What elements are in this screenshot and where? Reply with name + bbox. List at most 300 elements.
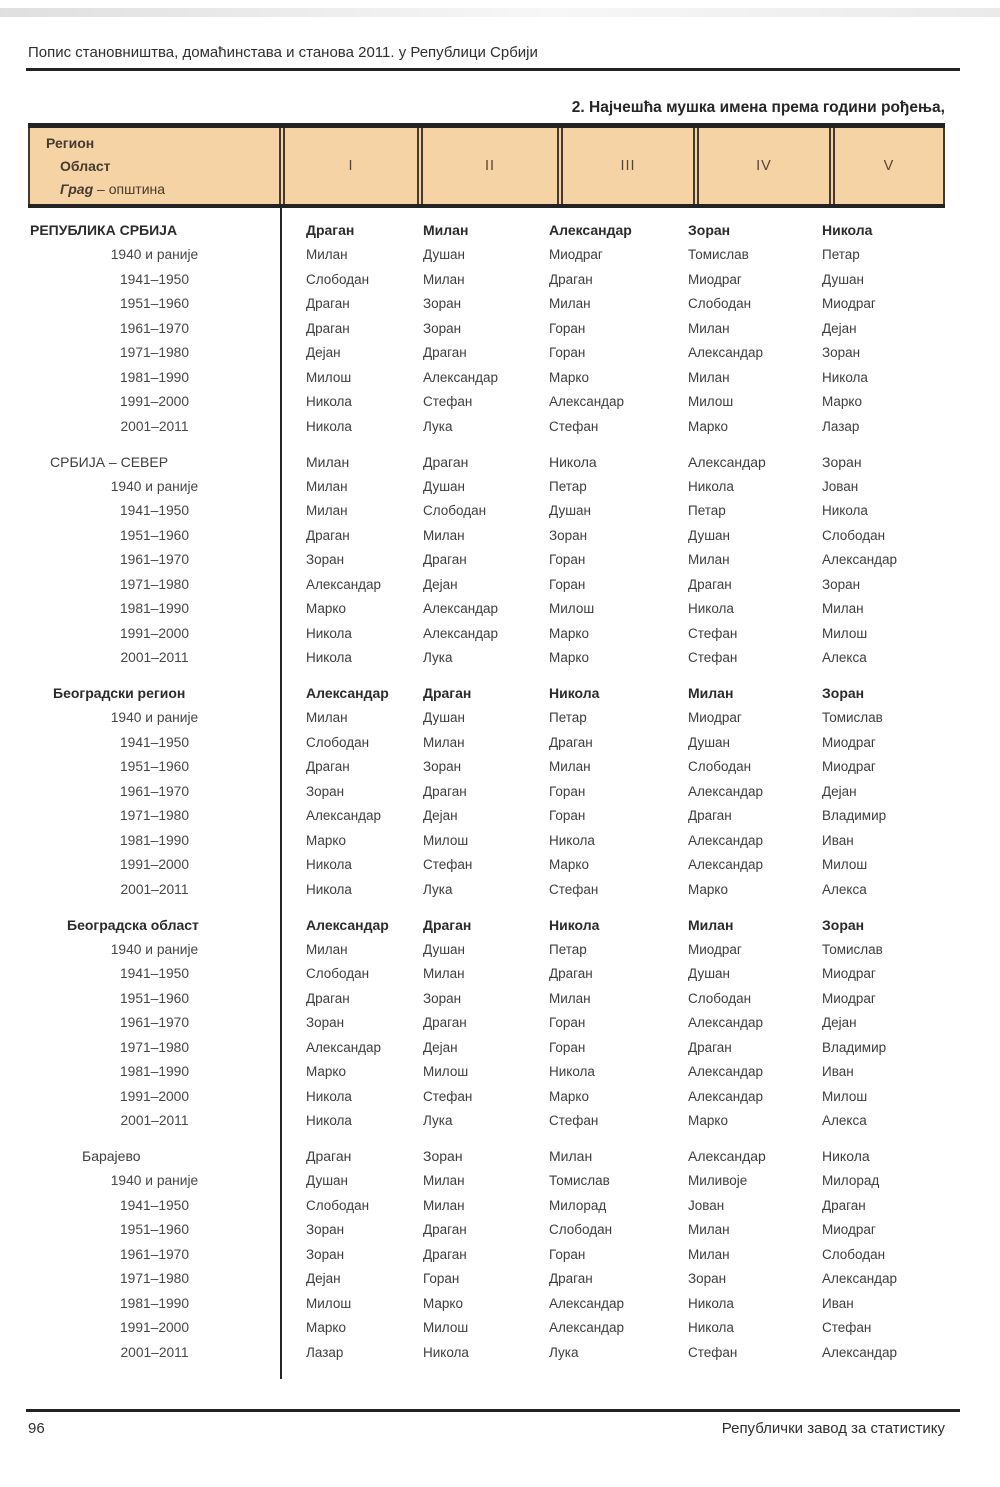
table-row [28, 937, 945, 962]
table-row [28, 523, 945, 548]
year-range-label: 1991–2000 [119, 857, 190, 873]
year-range-label: 1971–1980 [119, 576, 190, 592]
value-cell: Милан [306, 710, 348, 726]
value-cell: Томислав [688, 247, 749, 263]
value-cell: Милан [688, 1222, 730, 1238]
value-cell: Миливоје [688, 1173, 748, 1189]
header-rule [26, 68, 960, 71]
value-cell: Александар [688, 832, 764, 848]
value-cell: Марко [423, 1295, 463, 1311]
value-cell: Милан [423, 1173, 465, 1189]
scan-artifact [0, 8, 1000, 17]
value-cell: Владимир [822, 1039, 887, 1055]
value-cell: Стефан [822, 1320, 872, 1336]
value-cell: Зоран [822, 576, 861, 592]
value-cell: Милан [423, 734, 465, 750]
value-cell: Милош [423, 1320, 469, 1336]
value-cell: Драган [423, 552, 467, 568]
value-cell: Никола [306, 418, 352, 434]
year-range-label: 1981–1990 [119, 1064, 190, 1080]
value-cell: Душан [688, 966, 730, 982]
grad-opstina-label [30, 178, 279, 201]
value-cell: Никола [306, 394, 352, 410]
table-row [28, 1316, 945, 1341]
value-cell: Александар [549, 394, 625, 410]
value-cell: Душан [423, 710, 465, 726]
table-row [28, 1193, 945, 1218]
value-cell: Стефан [688, 1344, 738, 1360]
value-cell: Зоран [688, 222, 731, 239]
opstina-label: – општина [97, 181, 166, 197]
value-cell: Душан [549, 503, 591, 519]
value-cell: Александар [822, 1344, 898, 1360]
value-cell: Александар [423, 601, 499, 617]
value-cell: Милан [688, 320, 730, 336]
value-cell: Томислав [822, 710, 883, 726]
value-cell: Дејан [423, 808, 458, 824]
table-row [28, 548, 945, 573]
value-cell: Никола [306, 857, 352, 873]
table-row [28, 828, 945, 853]
value-cell: Александар [822, 552, 898, 568]
table-section [28, 218, 945, 439]
value-cell: Душан [423, 247, 465, 263]
value-cell: Никола [822, 222, 873, 239]
value-cell: Дејан [423, 576, 458, 592]
table-row [28, 1340, 945, 1365]
value-cell: Драган [549, 1271, 593, 1287]
section-name: Београдски регион [53, 685, 186, 702]
value-cell: Драган [688, 576, 732, 592]
value-cell: Драган [306, 296, 350, 312]
section-name: Барајево [82, 1148, 141, 1165]
table-row [28, 1169, 945, 1194]
year-range-label: 1981–1990 [119, 369, 190, 385]
value-cell: Милорад [549, 1197, 607, 1213]
table-row [28, 1109, 945, 1134]
year-range-label: 1991–2000 [119, 1088, 190, 1104]
value-cell: Миодраг [822, 966, 876, 982]
year-range-label: 1961–1970 [119, 552, 190, 568]
value-cell: Александар [688, 1064, 764, 1080]
value-cell: Слободан [306, 1197, 370, 1213]
value-cell: Слободан [306, 966, 370, 982]
value-cell: Милан [306, 247, 348, 263]
table-row [28, 1011, 945, 1036]
value-cell: Драган [549, 966, 593, 982]
column-header-iv: IV [697, 128, 831, 204]
year-range-label: 2001–2011 [120, 650, 189, 666]
value-cell: Александар [549, 222, 632, 239]
value-cell: Никола [688, 1320, 734, 1336]
table-section [28, 450, 945, 671]
value-cell: Слободан [688, 296, 752, 312]
year-range-label: 1940 и раније [110, 710, 199, 726]
page-footer [28, 1420, 945, 1437]
value-cell: Милан [423, 1197, 465, 1213]
value-cell: Никола [549, 1064, 595, 1080]
table-row [28, 243, 945, 268]
value-cell: Милош [423, 1064, 469, 1080]
column-header-iii: III [561, 128, 695, 204]
value-cell: Миодраг [822, 734, 876, 750]
section-header-row [28, 681, 945, 706]
value-cell: Милан [549, 296, 591, 312]
table-row [28, 1267, 945, 1292]
value-cell: Никола [688, 1295, 734, 1311]
value-cell: Драган [306, 320, 350, 336]
value-cell: Драган [549, 734, 593, 750]
publisher-name: Републички завод за статистику [721, 1420, 945, 1437]
table-row [28, 365, 945, 390]
table-row [28, 804, 945, 829]
value-cell: Миодраг [688, 271, 742, 287]
year-range-label: 1951–1960 [119, 296, 190, 312]
value-cell: Зоран [306, 1015, 345, 1031]
value-cell: Александар [688, 1088, 764, 1104]
value-cell: Милош [549, 601, 595, 617]
table-row [28, 292, 945, 317]
value-cell: Зоран [423, 1148, 463, 1165]
table-row [28, 1218, 945, 1243]
year-range-label: 1941–1950 [119, 503, 190, 519]
year-range-label: 1940 и раније [110, 478, 199, 494]
value-cell: Александар [688, 783, 764, 799]
value-cell: Петар [549, 710, 587, 726]
table-section [28, 681, 945, 902]
table-header-row [28, 123, 945, 208]
value-cell: Миодраг [822, 759, 876, 775]
table-row [28, 499, 945, 524]
region-label: Регион [46, 135, 95, 151]
table-row [28, 1084, 945, 1109]
value-cell: Милан [822, 601, 864, 617]
grad-label: Град [60, 181, 94, 197]
value-cell: Миодраг [688, 941, 742, 957]
value-cell: Горан [549, 576, 586, 592]
document-header-title: Попис становништва, домаћинстава и станова 2011. у Републици Србији [28, 44, 538, 61]
table-row [28, 1035, 945, 1060]
value-cell: Стефан [688, 625, 738, 641]
table-row [28, 1291, 945, 1316]
value-cell: Миодраг [822, 296, 876, 312]
table-row [28, 986, 945, 1011]
year-range-label: 1951–1960 [119, 1222, 190, 1238]
year-range-label: 1991–2000 [119, 394, 190, 410]
value-cell: Душан [688, 527, 730, 543]
value-cell: Стефан [688, 650, 738, 666]
year-range-label: 1991–2000 [119, 625, 190, 641]
value-cell: Марко [688, 881, 728, 897]
table-section [28, 1144, 945, 1365]
value-cell: Дејан [306, 345, 341, 361]
value-cell: Милош [423, 832, 469, 848]
value-cell: Милош [822, 1088, 868, 1104]
value-cell: Никола [306, 650, 352, 666]
value-cell: Милан [423, 222, 469, 239]
table-row [28, 755, 945, 780]
value-cell: Горан [549, 320, 586, 336]
year-range-label: 1940 и раније [110, 1173, 199, 1189]
value-cell: Никола [549, 685, 600, 702]
value-cell: Драган [423, 1246, 467, 1262]
value-cell: Слободан [423, 503, 487, 519]
table-row [28, 779, 945, 804]
value-cell: Зоран [423, 759, 462, 775]
value-cell: Милош [822, 625, 868, 641]
year-range-label: 1961–1970 [119, 1246, 190, 1262]
column-header-ii: II [421, 128, 559, 204]
value-cell: Зоран [822, 685, 865, 702]
value-cell: Драган [423, 1015, 467, 1031]
section-header-row [28, 218, 945, 243]
value-cell: Никола [688, 601, 734, 617]
value-cell: Горан [549, 345, 586, 361]
value-cell: Милан [423, 271, 465, 287]
value-cell: Лука [549, 1344, 579, 1360]
value-cell: Томислав [822, 941, 883, 957]
value-cell: Зоран [688, 1271, 727, 1287]
value-cell: Зоран [306, 1222, 345, 1238]
value-cell: Милош [306, 369, 352, 385]
value-cell: Душан [423, 941, 465, 957]
year-range-label: 1971–1980 [119, 345, 190, 361]
column-header-v: V [833, 128, 945, 204]
section-header-row [28, 450, 945, 475]
value-cell: Милан [688, 916, 734, 933]
value-cell: Драган [688, 1039, 732, 1055]
value-cell: Никола [306, 1088, 352, 1104]
value-cell: Милан [688, 685, 734, 702]
year-range-label: 1971–1980 [119, 1039, 190, 1055]
value-cell: Милан [688, 369, 730, 385]
value-cell: Зоран [822, 453, 862, 470]
value-cell: Милан [688, 1246, 730, 1262]
value-cell: Јован [822, 478, 859, 494]
value-cell: Милан [306, 478, 348, 494]
oblast-label: Област [60, 158, 111, 174]
value-cell: Миодраг [822, 1222, 876, 1238]
value-cell: Петар [822, 247, 860, 263]
year-range-label: 1941–1950 [119, 1197, 190, 1213]
region-header-cell [28, 128, 281, 204]
section-name: РЕПУБЛИКА СРБИЈА [30, 222, 178, 239]
value-cell: Марко [549, 650, 589, 666]
value-cell: Слободан [822, 527, 886, 543]
year-range-label: 1981–1990 [119, 601, 190, 617]
year-range-label: 1941–1950 [119, 271, 190, 287]
year-range-label: 1941–1950 [119, 966, 190, 982]
value-cell: Дејан [822, 783, 857, 799]
value-cell: Горан [423, 1271, 460, 1287]
value-cell: Милан [423, 966, 465, 982]
value-cell: Никола [306, 1113, 352, 1129]
value-cell: Марко [688, 1113, 728, 1129]
value-cell: Дејан [822, 320, 857, 336]
year-range-label: 1940 и раније [110, 247, 199, 263]
column-header-i: I [283, 128, 419, 204]
value-cell: Слободан [688, 990, 752, 1006]
table-row [28, 316, 945, 341]
value-cell: Марко [306, 1064, 346, 1080]
section-name: Београдска област [67, 916, 199, 933]
value-cell: Драган [423, 685, 472, 702]
value-cell: Зоран [423, 320, 462, 336]
value-cell: Драган [822, 1197, 866, 1213]
footer-rule [26, 1409, 960, 1412]
value-cell: Никола [822, 503, 868, 519]
value-cell: Миодраг [688, 710, 742, 726]
value-cell: Александар [549, 1295, 625, 1311]
year-range-label: 1981–1990 [119, 1295, 190, 1311]
value-cell: Дејан [423, 1039, 458, 1055]
value-cell: Миодраг [549, 247, 603, 263]
value-cell: Петар [688, 503, 726, 519]
table-body [28, 208, 945, 1379]
value-cell: Лука [423, 418, 453, 434]
value-cell: Марко [306, 832, 346, 848]
table-row [28, 1060, 945, 1085]
value-cell: Милош [306, 1295, 352, 1311]
value-cell: Слободан [306, 271, 370, 287]
value-cell: Никола [822, 1148, 870, 1165]
value-cell: Драган [306, 990, 350, 1006]
value-cell: Слободан [306, 734, 370, 750]
value-cell: Никола [688, 478, 734, 494]
value-cell: Стефан [549, 1113, 599, 1129]
value-cell: Милан [306, 503, 348, 519]
value-cell: Марко [549, 625, 589, 641]
value-cell: Стефан [549, 418, 599, 434]
value-cell: Зоран [423, 296, 462, 312]
value-cell: Драган [423, 783, 467, 799]
section-header-row [28, 913, 945, 938]
value-cell: Зоран [822, 345, 861, 361]
value-cell: Милорад [822, 1173, 880, 1189]
value-cell: Милан [549, 1148, 593, 1165]
year-range-label: 1961–1970 [119, 1015, 190, 1031]
value-cell: Слободан [688, 759, 752, 775]
value-cell: Драган [306, 1148, 352, 1165]
value-cell: Александар [688, 453, 766, 470]
value-cell: Марко [306, 601, 346, 617]
value-cell: Зоран [306, 783, 345, 799]
value-cell: Стефан [423, 857, 473, 873]
census-table [28, 123, 945, 1379]
value-cell: Зоран [549, 527, 588, 543]
value-cell: Драган [549, 271, 593, 287]
value-cell: Милан [688, 552, 730, 568]
value-cell: Иван [822, 832, 854, 848]
year-range-label: 1991–2000 [119, 1320, 190, 1336]
value-cell: Стефан [549, 881, 599, 897]
year-range-label: 1951–1960 [119, 990, 190, 1006]
value-cell: Горан [549, 783, 586, 799]
value-cell: Драган [423, 453, 469, 470]
value-cell: Горан [549, 808, 586, 824]
value-cell: Лазар [822, 418, 860, 434]
section-header-row [28, 1144, 945, 1169]
value-cell: Алекса [822, 650, 867, 666]
value-cell: Зоран [423, 990, 462, 1006]
value-cell: Иван [822, 1064, 854, 1080]
value-cell: Милош [688, 394, 734, 410]
year-range-label: 2001–2011 [120, 881, 189, 897]
value-cell: Марко [822, 394, 862, 410]
value-cell: Марко [549, 857, 589, 873]
value-cell: Драган [423, 345, 467, 361]
year-range-label: 1940 и раније [110, 941, 199, 957]
year-range-label: 2001–2011 [120, 1344, 189, 1360]
value-cell: Миодраг [822, 990, 876, 1006]
table-title: 2. Најчешћа мушка имена према години рођења, [571, 99, 945, 116]
value-cell: Дејан [306, 1271, 341, 1287]
value-cell: Лазар [306, 1344, 344, 1360]
value-cell: Александар [306, 685, 389, 702]
value-cell: Слободан [549, 1222, 613, 1238]
table-row [28, 877, 945, 902]
value-cell: Горан [549, 1039, 586, 1055]
value-cell: Зоран [306, 1246, 345, 1262]
value-cell: Горан [549, 552, 586, 568]
value-cell: Алекса [822, 881, 867, 897]
table-row [28, 646, 945, 671]
value-cell: Александар [306, 1039, 382, 1055]
table-row [28, 853, 945, 878]
value-cell: Александар [423, 369, 499, 385]
year-range-label: 1961–1970 [119, 783, 190, 799]
table-row [28, 267, 945, 292]
value-cell: Милан [306, 941, 348, 957]
value-cell: Иван [822, 1295, 854, 1311]
table-row [28, 962, 945, 987]
value-cell: Лука [423, 1113, 453, 1129]
value-cell: Никола [549, 832, 595, 848]
value-cell: Дејан [822, 1015, 857, 1031]
value-cell: Душан [306, 1173, 348, 1189]
table-row [28, 597, 945, 622]
value-cell: Горан [549, 1015, 586, 1031]
value-cell: Александар [688, 1148, 766, 1165]
value-cell: Драган [306, 222, 355, 239]
section-name: СРБИЈА – СЕВЕР [50, 453, 169, 470]
value-cell: Александар [306, 808, 382, 824]
value-cell: Стефан [423, 394, 473, 410]
value-cell: Петар [549, 478, 587, 494]
value-cell: Марко [549, 369, 589, 385]
value-cell: Драган [423, 916, 472, 933]
table-row [28, 572, 945, 597]
value-cell: Стефан [423, 1088, 473, 1104]
value-cell: Милан [306, 453, 350, 470]
year-range-label: 1951–1960 [119, 759, 190, 775]
value-cell: Душан [688, 734, 730, 750]
value-cell: Томислав [549, 1173, 610, 1189]
value-cell: Александар [688, 1015, 764, 1031]
value-cell: Алекса [822, 1113, 867, 1129]
value-cell: Лука [423, 650, 453, 666]
value-cell: Никола [306, 625, 352, 641]
value-cell: Милан [549, 990, 591, 1006]
value-cell: Александар [306, 576, 382, 592]
value-cell: Александар [688, 345, 764, 361]
value-cell: Милан [423, 527, 465, 543]
value-cell: Слободан [822, 1246, 886, 1262]
value-cell: Никола [549, 916, 600, 933]
table-row [28, 706, 945, 731]
year-range-label: 1981–1990 [119, 832, 190, 848]
year-range-label: 2001–2011 [120, 1113, 189, 1129]
